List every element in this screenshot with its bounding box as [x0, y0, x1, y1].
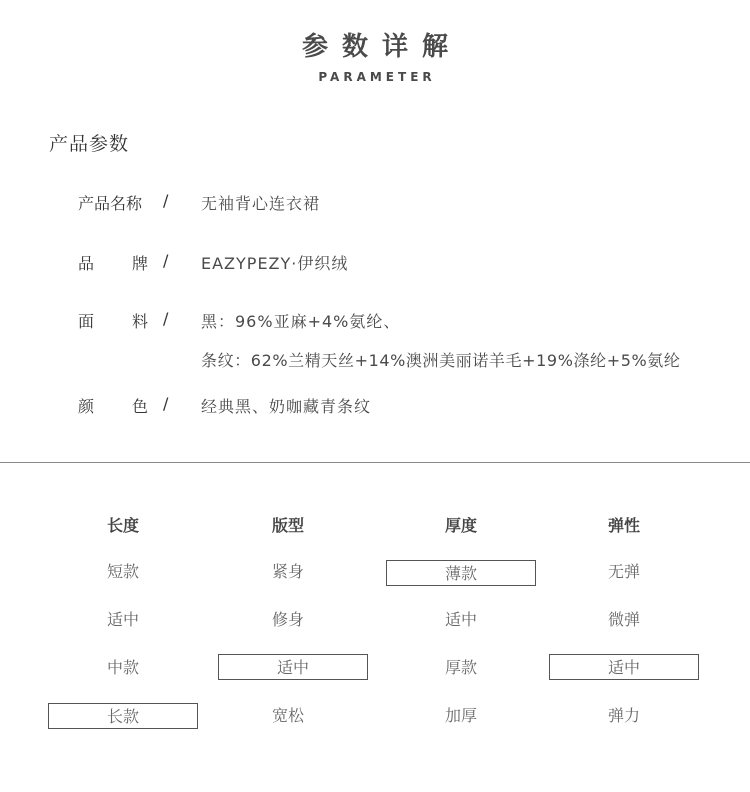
- param-value-color: 经典黑、奶咖藏青条纹: [201, 397, 372, 416]
- param-separator: /: [163, 191, 169, 210]
- param-label-char: 料: [131, 312, 148, 331]
- attr-option: 厚款: [444, 658, 477, 677]
- page-subtitle: PARAMETER: [318, 70, 436, 84]
- attr-option-selected: 适中: [549, 654, 699, 680]
- param-separator: /: [163, 394, 169, 413]
- attr-option: 弹力: [607, 706, 640, 725]
- param-label-fabric: [78, 309, 148, 332]
- param-value-brand: EAZYPEZY·伊织绒: [201, 254, 349, 273]
- page-title: 参数详解: [301, 32, 462, 62]
- param-label-char: 面: [78, 312, 95, 331]
- param-label-char: 颜: [78, 397, 95, 416]
- attr-option: 紧身: [271, 562, 304, 581]
- param-label-text: 产品名称: [78, 194, 143, 213]
- attr-option-selected: 薄款: [386, 560, 536, 586]
- attr-option: 中款: [106, 658, 139, 677]
- param-label-name: [78, 191, 148, 214]
- attr-heading-fit: 版型: [271, 516, 304, 535]
- param-label-char: 色: [131, 397, 148, 416]
- param-label-char: 牌: [131, 254, 148, 273]
- attr-option: 加厚: [444, 706, 477, 725]
- param-label-brand: [78, 251, 148, 274]
- attr-option: 宽松: [271, 706, 304, 725]
- section-heading: 产品参数: [49, 133, 130, 155]
- attr-option: 微弹: [607, 610, 640, 629]
- attr-option: 适中: [444, 610, 477, 629]
- attr-option-selected: 长款: [48, 703, 198, 729]
- param-value-fabric-black: 黑：96%亚麻+4%氨纶、: [201, 312, 401, 331]
- attr-heading-length: 长度: [106, 516, 139, 535]
- param-separator: /: [163, 251, 169, 270]
- attr-option: 修身: [271, 610, 304, 629]
- attr-heading-elasticity: 弹性: [607, 516, 640, 535]
- attr-option: 短款: [106, 562, 139, 581]
- param-value-fabric-stripe: 条纹：62%兰精天丝+14%澳洲美丽诺羊毛+19%涤纶+5%氨纶: [201, 351, 681, 370]
- section-divider: [0, 462, 750, 463]
- param-separator: /: [163, 309, 169, 328]
- attr-heading-thickness: 厚度: [444, 516, 477, 535]
- param-value-name: 无袖背心连衣裙: [201, 194, 321, 213]
- attr-option: 适中: [106, 610, 139, 629]
- attr-option: 无弹: [607, 562, 640, 581]
- param-label-color: [78, 394, 148, 417]
- attr-option-selected: 适中: [218, 654, 368, 680]
- param-label-char: 品: [78, 254, 95, 273]
